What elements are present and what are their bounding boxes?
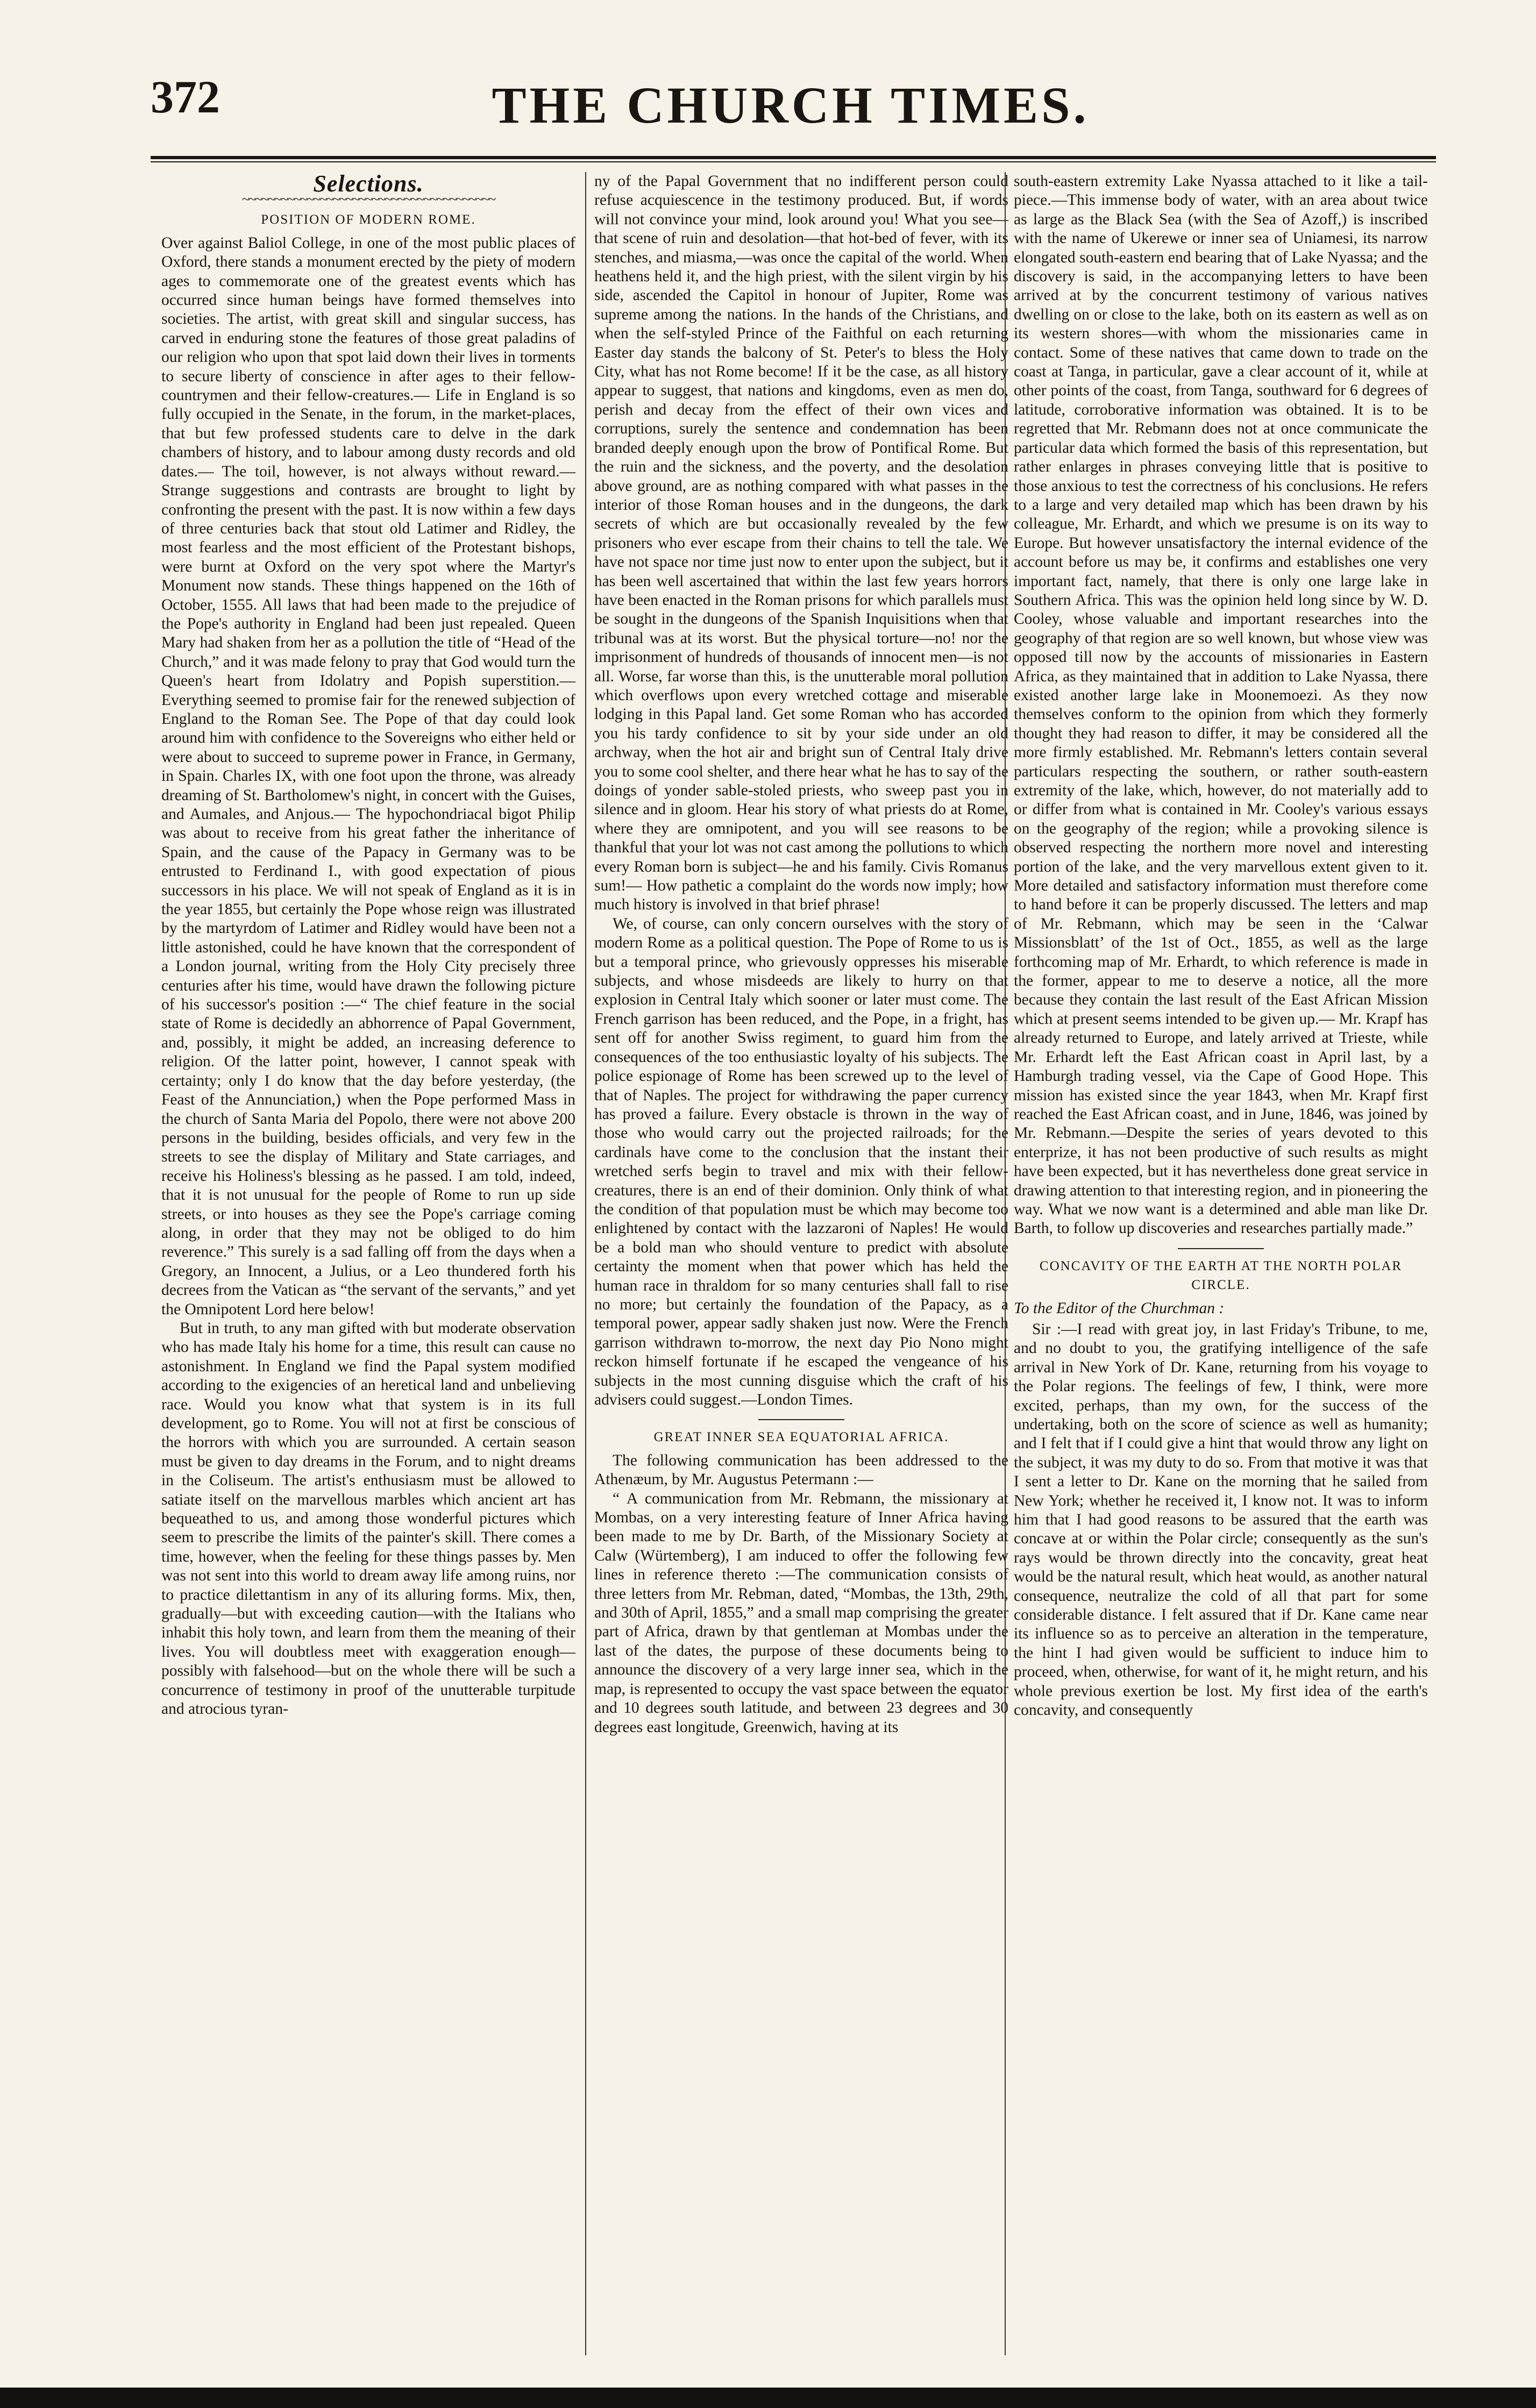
column-2 [594, 172, 1008, 1737]
column-3 [1014, 172, 1428, 1720]
masthead-rule [151, 156, 1436, 159]
article-paragraph: Sir :—I read with great joy, in last Friday's Tribune, to me, and no doubt to you, the gratifying intelligence of the safe arrival in New York of Dr. Kane, returning from his voyage to the Polar regions. The feelings of few, I think, were more excited, perhaps, than my own, for the success of the undertaking, both on the score of science as well as humanity; and I felt that if I could give a hint that would throw any light on the subject, it was my duty to do so. From that motive it was that I sent a letter to Dr. Kane on the morning that he sailed from New York; whether he received it, I know not. It was to inform him that I had good reasons to be assured that the earth was concave at or within the Polar circle; consequently as the sun's rays would be thrown directly into the concavity, great heat would be the natural result, which heat would, as another natural consequence, neutralize the cold of all that part for some considerable distance. I felt assured that if Dr. Kane came near its influence so as to perceive an alteration in the temperature, the hint I had given would be sufficient to induce him to proceed, when, otherwise, for want of it, he might return, and his whole previous exertion be lost. My first idea of the earth's concavity, and consequently [1014, 1320, 1428, 1719]
article-paragraph: The following communication has been addressed to the Athenæum, by Mr. Augustus Petermann :— [594, 1451, 1008, 1488]
letter-salutation: To the Editor of the Churchman : [1014, 1299, 1225, 1317]
scan-bottom-edge [0, 2388, 1536, 2408]
newspaper-title: THE CHURCH TIMES. [492, 76, 1090, 134]
wavy-rule: ~~~~~~~~~~~~~~~~~~~~~~~~~~~~~~~~~~~~~~~ [241, 191, 495, 208]
article-paragraph: We, of course, can only concern ourselves with the story of modern Rome as a political question. The Pope of Rome to us is but a temporal prince, who grievously oppresses his miserable subjects, and whose misdeeds are likely to hurry on that explosion in Central Italy which sooner or later must come. The French garrison has been reduced, and the Pope, in a fright, has sent off for another Swiss regiment, to guard him from the consequences of the too enthusiastic loyalty of his subjects. The police espionage of Rome has been screwed up to the level of that of Naples. The project for withdrawing the paper currency has proved a failure. Every obstacle is thrown in the way of those who would carry out the projected railroads; for the cardinals have come to the conclusion that the instant their wretched serfs begin to travel and mix with their fellow-creatures, there is an end of their dominion. Only think of what the condition of that population must be which may become too enlightened by contact with the lazzaroni of Naples! He would be a bold man who should venture to predict with absolute certainty the moment when that power which has held the human race in thraldom for so many centuries shall fall to rise no more; but certainly the foundation of the Papacy, as a temporal power, appear sadly shaken just now. Were the French garrison withdrawn to-morrow, the next day Pio Nono might reckon himself fortunate if he escaped the vengeance of his subjects in the most cunning disguise which the craft of his advisers could suggest.—London Times. [594, 915, 1008, 1408]
section-heading: Selections. [313, 170, 424, 197]
article-title: GREAT INNER SEA EQUATORIAL AFRICA. [653, 1430, 949, 1445]
article-paragraph: south-eastern extremity Lake Nyassa attached to it like a tail-piece.—This immense body of water, with an area about twice as large as the Black Sea (with the Sea of Azoff,) is inscribed with the name of Ukerewe or inner sea of Uniamesi, its narrow elongated south-eastern end bearing that of Lake Nyassa; and the discovery is said, in the accompanying letters to have been arrived at by the concurrent testimony of various natives dwelling on or close to the lake, both on its eastern as well as on its western shores—with whom the missionaries came in contact. Some of these natives that came down to trade on the coast at Tanga, in particular, gave a clear account of it, while at other points of the coast, from Tanga, southward for 6 degrees of latitude, corroborative information was obtained. It is to be regretted that Mr. Rebmann does not at once communicate the particular data which formed the basis of this representation, but rather enlarges in phrases conveying little that is positive to those anxious to test the correctness of his conclusions. He refers to a large and very detailed map which has been drawn by his colleague, Mr. Erhardt, and which we presume is on its way to Europe. But however unsatisfactory the internal evidence of the account before us may be, it confirms and establishes one very important fact, namely, that there is only one large lake in Southern Africa. This was the opinion held long since by W. D. Cooley, whose valuable and important researches into the geography of that region are so well known, but whose view was opposed till now by the accounts of missionaries in Eastern Africa, as they maintained that in addition to Lake Nyassa, there existed another large lake in Moonemoezi. As they now themselves conform to the opinion from which they formerly thought they had reason to differ, it may be considered all the more firmly established. Mr. Rebmann's letters contain several particulars respecting the southern, or rather south-eastern extremity of the lake, which, however, do not materially add to or differ from what is contained in Mr. Cooley's various essays on the geography of the region; while a provoking silence is observed respecting the northern more novel and interesting portion of the lake, and the very marvellous extent given to it. More detailed and satisfactory information must therefore come to hand before it can be properly discussed. The letters and map of Mr. Rebmann, which may be seen in the ‘Calwar Missionsblatt’ of the 1st of Oct., 1855, as well as the large forthcoming map of Mr. Erhardt, to which reference is made in the former, appear to me to deserve a notice, all the more because they contain the last result of the East African Mission which at present seems intended to be given up.— Mr. Krapf has already returned to Europe, and lately arrived at Trieste, while Mr. Erhardt left the East African coast in April last, by a Hamburgh trading vessel, via the Cape of Good Hope. This mission has existed since the year 1843, when Mr. Krapf first reached the East African coast, and in June, 1846, was joined by Mr. Rebmann.—Despite the series of years devoted to this enterprize, it has not been productive of such results as might have been expected, but it has nevertheless done great service in drawing attention to that interesting region, and in pioneering the way. What we now want is a determined and able man like Dr. Barth, to follow up discoveries and researches partially made.” [1014, 173, 1428, 1237]
article-separator [758, 1419, 844, 1420]
column-divider [585, 172, 586, 2355]
article-paragraph: But in truth, to any man gifted with but moderate observation who has made Italy his home for a time, this result can cause no astonishment. In England we find the Papal system modified according to the exigencies of an heretical land and unbelieving race. Would you know what that system is in its full development, go to Rome. You will not at first be conscious of the horrors with which you are surrounded. A certain season must be given to day dreams in the Forum, and to night dreams in the Coliseum. The artist's enthusiasm must be allowed to satiate itself on the marvellous marbles which ancient art has bequeathed to us, and among those wonderful pictures which seem to prescribe the limits of the painter's skill. There comes a time, however, when the feeling for these things passes by. Men was not sent into this world to dream away life among ruins, nor to practice dilettantism in any of its alluring forms. Mix, then, gradually—but with exceeding caution—with the Italians who inhabit this holy town, and learn from them the meaning of their lives. You will doubtless meet with exaggeration enough—possibly with falsehood—but on the whole there will be such a concurrence of testimony in proof of the unutterable turpitude and atrocious tyran- [161, 1319, 575, 1718]
article-title: POSITION OF MODERN ROME. [261, 212, 476, 227]
column-1 [161, 172, 575, 1719]
masthead-rule-thin [151, 161, 1436, 162]
article-paragraph: ny of the Papal Government that no indifferent person could refuse acquiescence in the testimony produced. But, if words will not convince your mind, look around you! What you see—that scene of ruin and desolation—that hot-bed of fever, with its stenches, and miasma,—was once the capital of the world. When heathens held it, and the high priest, with the silent virgin by his side, ascended the Capitol in honour of Jupiter, Rome was supreme among the nations. In the hands of the Christians, and when the self-styled Prince of the Faithful on each returning Easter day stands the balcony of St. Peter's to bless the Holy City, what has not Rome become! If it be the case, as all history appear to suggest, that nations and kingdoms, even as men do, perish and decay from the effect of their own vices and corruptions, surely the sentence and condemnation has been branded deeply enough upon the brow of Pontifical Rome. But the ruin and the sickness, and the poverty, and the desolation above ground, are as nothing compared with what passes in the interior of those Roman houses and in the dungeons, the dark secrets of which are but occasionally revealed by the few prisoners who ever escape from their chains to tell the tale. We have not space nor time just now to enter upon the subject, but it has been well ascertained that within the last few years horrors have been enacted in the Roman prisons for which parallels must be sought in the dungeons of the Spanish Inquisitions when that tribunal was at its worst. But the physical torture—no! nor the imprisonment of hundreds of thousands of innocent men—is not all. Worse, far worse than this, is the unutterable moral pollution which overflows upon every wretched cottage and miserable lodging in this Papal land. Get some Roman who has accorded you his tardy confidence to sit by your side under an old archway, when the hot air and bright sun of Central Italy drive you to some cool shelter, and there hear what he has to say of the doings of yonder sable-stoled priests, who sweep past you in silence and in gloom. Hear his story of what priests do at Rome, where they are omnipotent, and you will see reasons to be thankful that your lot was not cast among the pollutions to which every Roman born is subject—he and his family. Civis Romanus sum!— How pathetic a complaint do the words now imply; how much history is involved in that brief phrase! [594, 173, 1008, 914]
article-paragraph: Over against Baliol College, in one of the most public places of Oxford, there stands a monument erected by the piety of modern ages to commemorate one of the greatest events which has occurred since human beings have formed themselves into societies. The artist, with great skill and singular success, has carved in enduring stone the features of those great paladins of our religion who upon that spot laid down their lives in torments to secure liberty of conscience in after ages to their fellow-countrymen and their fellow-creatures.— Life in England is so fully occupied in the Senate, in the forum, in the market-places, that but few professed students care to delve in the dark chambers of history, and to labour among dusty records and old dates.— The toil, however, is not always without reward.— Strange suggestions and contrasts are brought to light by confronting the present with the past. It is now within a few days of three centuries back that stout old Latimer and Ridley, the most fearless and the most efficient of the Protestant bishops, were burnt at Oxford on the very spot where the Martyr's Monument now stands. These things happened on the 16th of October, 1555. All laws that had been made to the prejudice of the Pope's authority in England had been just repealed. Queen Mary had shaken from her as a pollution the title of “Head of the Church,” and it was made felony to pray that God would turn the Queen's heart from Idolatry and Popish superstition.— Everything seemed to promise fair for the renewed subjection of England to the Roman See. The Pope of that day could look around him with confidence to the Sovereigns who either held or were about to succeed to supreme power in France, in Germany, in Spain. Charles IX, with one foot upon the throne, was already dreaming of St. Bartholomew's night, in concert with the Guises, and Aumales, and Anjous.— The hypochondriacal bigot Philip was about to receive from his great father the inheritance of Spain, and the cause of the Papacy in Germany was to be entrusted to Ferdinand I., with good expectation of pious successors in his place. We will not speak of England as it is in the year 1855, but certainly the Pope whose reign was illustrated by the martyrdom of Latimer and Ridley would have been not a little astonished, could he have known that the correspondent of a London journal, writing from the Holy City precisely three centuries after his time, would have drawn the following picture of his successor's position :—“ The chief feature in the social state of Rome is decidedly an abhorrence of Papal Government, and, possibly, it might be added, an increasing deference to religion. Of the latter point, however, I cannot speak with certainty; only I do know that the day before yesterday, (the Feast of the Annunciation,) when the Pope performed Mass in the church of Santa Maria del Popolo, there were not above 200 persons in the building, besides officials, and very few in the streets to see the display of Military and State carriages, and receive his Holiness's blessing as he passed. I am told, indeed, that it is not unusual for the people of Rome to run up side streets, or into houses as they see the Pope's carriage coming along, in order that they may not be obliged to do him reverence.” This surely is a sad falling off from the days when a Gregory, an Innocent, a Julius, or a Leo thundered forth his decrees from the Vatican as “the servant of the servants,” and yet the Omnipotent Lord here below! [161, 234, 575, 1318]
article-separator [1178, 1248, 1264, 1249]
article-paragraph: “ A communication from Mr. Rebmann, the missionary at Mombas, on a very interesting feature of Inner Africa having been made to me by Dr. Barth, of the Missionary Society at Calw (Würtemberg), I am induced to offer the following few lines in reference thereto :—The communication consists of three letters from Mr. Rebman, dated, “Mombas, the 13th, 29th, and 30th of April, 1855,” and a small map comprising the greater part of Africa, drawn by that gentleman at Mombas under the last of the dates, the purpose of these documents being to announce the discovery of a very large inner sea, which in the map, is represented to occupy the vast space between the equator and 10 degrees south latitude, and between 23 degrees and 30 degrees east longitude, Greenwich, having at its [594, 1490, 1008, 1736]
page-number: 372 [151, 71, 220, 123]
article-title: CONCAVITY OF THE EARTH AT THE NORTH POLAR CIRCLE. [1039, 1258, 1403, 1293]
